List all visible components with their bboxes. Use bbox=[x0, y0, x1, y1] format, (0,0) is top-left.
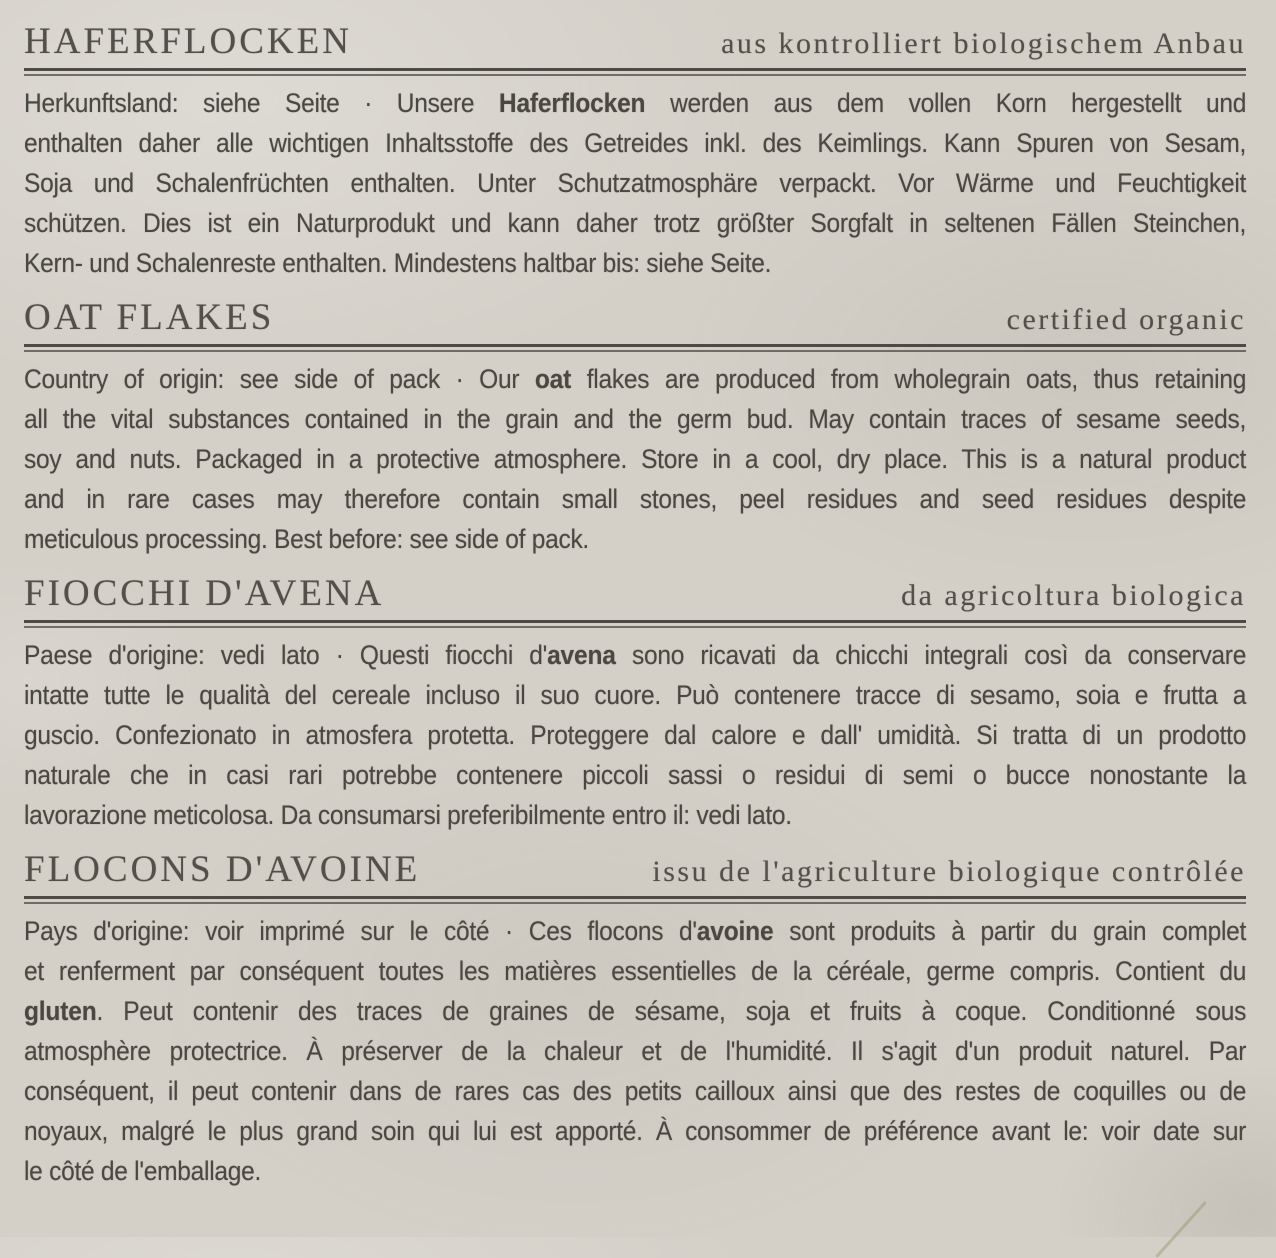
text-segment: naturale che in casi rari potrebbe contenere piccoli sassi o residui di semi o bucce nonostante la bbox=[24, 760, 1247, 790]
text-line bbox=[24, 1031, 1246, 1071]
paragraph-english bbox=[24, 359, 1246, 559]
text-line bbox=[24, 951, 1246, 991]
text-line bbox=[24, 163, 1246, 203]
divider-rule bbox=[24, 344, 1246, 352]
bold-text: avoine bbox=[696, 916, 774, 946]
text-line bbox=[24, 1151, 1246, 1191]
text-segment: guscio. Confezionato in atmosfera protetta. Proteggere dal calore e dall' umidità. Si tratta di un prodotto bbox=[24, 720, 1247, 750]
divider-rule bbox=[24, 896, 1246, 904]
text-segment: and in rare cases may therefore contain small stones, peel residues and seed residues despite bbox=[24, 484, 1247, 514]
paragraph-italian bbox=[24, 635, 1246, 835]
section-tagline-french: issu de l'agriculture biologique contrôlée bbox=[652, 855, 1246, 888]
section-heading-german: HAFERFLOCKEN bbox=[24, 21, 352, 62]
text-segment: atmosphère protectrice. À préserver de la chaleur et de l'humidité. Il s'agit d'un produit naturel. Par bbox=[24, 1036, 1247, 1066]
paragraph-french bbox=[24, 911, 1246, 1191]
text-line bbox=[24, 755, 1246, 795]
paragraph-german bbox=[24, 83, 1246, 283]
paper-scratch-mark bbox=[1155, 1201, 1207, 1258]
text-line bbox=[24, 911, 1246, 951]
text-segment: conséquent, il peut contenir dans de rares cas des petits cailloux ainsi que des restes de coquilles ou de bbox=[24, 1076, 1247, 1106]
heading-row bbox=[24, 20, 1246, 63]
heading-row bbox=[24, 572, 1246, 615]
text-line bbox=[24, 243, 1246, 283]
text-line bbox=[24, 795, 1246, 835]
text-segment: schützen. Dies ist ein Naturprodukt und kann daher trotz größter Sorgfalt in seltenen Fällen Steinchen, bbox=[24, 208, 1247, 238]
text-line bbox=[24, 675, 1246, 715]
text-segment: . Peut contenir des traces de graines de sésame, soja et fruits à coque. Conditionné sous bbox=[96, 996, 1247, 1026]
text-segment: Herkunftsland: siehe Seite · Unsere bbox=[24, 88, 499, 118]
section-tagline-german: aus kontrolliert biologischem Anbau bbox=[721, 27, 1246, 60]
text-segment: sont produits à partir du grain complet bbox=[773, 916, 1247, 946]
heading-row bbox=[24, 296, 1246, 339]
text-line bbox=[24, 203, 1246, 243]
section-tagline-italian: da agricoltura biologica bbox=[901, 579, 1246, 612]
text-segment: werden aus dem vollen Korn hergestellt und bbox=[645, 88, 1247, 118]
text-line bbox=[24, 635, 1246, 675]
text-line bbox=[24, 479, 1246, 519]
section-italian bbox=[24, 572, 1246, 835]
bold-text: Haferflocken bbox=[498, 88, 646, 118]
section-heading-english: OAT FLAKES bbox=[24, 297, 275, 338]
text-line bbox=[24, 439, 1246, 479]
bold-text: gluten bbox=[24, 996, 97, 1026]
text-segment: le côté de l'emballage. bbox=[24, 1156, 262, 1186]
section-english bbox=[24, 296, 1246, 559]
text-segment: intatte tutte le qualità del cereale incluso il suo cuore. Può contenere tracce di sesamo, soia e frutta a bbox=[24, 680, 1247, 710]
text-line bbox=[24, 399, 1246, 439]
text-line bbox=[24, 123, 1246, 163]
section-heading-french: FLOCONS D'AVOINE bbox=[24, 849, 421, 890]
text-segment: et renferment par conséquent toutes les matières essentielles de la céréale, germe compris. Contient du bbox=[24, 956, 1247, 986]
text-line bbox=[24, 715, 1246, 755]
text-line bbox=[24, 519, 1246, 559]
text-segment: all the vital substances contained in the grain and the germ bud. May contain traces of sesame seeds, bbox=[24, 404, 1247, 434]
text-segment: soy and nuts. Packaged in a protective atmosphere. Store in a cool, dry place. This is a natural product bbox=[24, 444, 1247, 474]
text-segment: meticulous processing. Best before: see side of pack. bbox=[24, 524, 589, 554]
section-german bbox=[24, 20, 1246, 283]
text-segment: Country of origin: see side of pack · Our bbox=[24, 364, 535, 394]
section-heading-italian: FIOCCHI D'AVENA bbox=[24, 573, 385, 614]
bold-text: oat bbox=[534, 364, 572, 394]
text-line bbox=[24, 1111, 1246, 1151]
text-segment: Soja und Schalenfrüchten enthalten. Unter Schutzatmosphäre verpackt. Vor Wärme und Feuchtigkeit bbox=[24, 168, 1247, 198]
text-segment: Pays d'origine: voir imprimé sur le côté · Ces flocons d' bbox=[24, 916, 697, 946]
text-line bbox=[24, 991, 1246, 1031]
text-segment: enthalten daher alle wichtigen Inhaltsstoffe des Getreides inkl. des Keimlings. Kann Spuren von Sesam, bbox=[24, 128, 1247, 158]
section-french bbox=[24, 848, 1246, 1191]
divider-rule bbox=[24, 620, 1246, 628]
text-segment: sono ricavati da chicchi integrali così da conservare bbox=[615, 640, 1247, 670]
text-segment: lavorazione meticolosa. Da consumarsi preferibilmente entro il: vedi lato. bbox=[24, 800, 792, 830]
text-line bbox=[24, 1071, 1246, 1111]
text-line bbox=[24, 83, 1246, 123]
divider-rule bbox=[24, 68, 1246, 76]
heading-row bbox=[24, 848, 1246, 891]
text-segment: Paese d'origine: vedi lato · Questi fiocchi d' bbox=[24, 640, 548, 670]
text-segment: flakes are produced from wholegrain oats, thus retaining bbox=[571, 364, 1247, 394]
text-line bbox=[24, 359, 1246, 399]
bold-text: avena bbox=[547, 640, 616, 670]
text-segment: Kern- und Schalenreste enthalten. Mindestens haltbar bis: siehe Seite. bbox=[24, 248, 772, 278]
section-tagline-english: certified organic bbox=[1006, 303, 1246, 336]
text-segment: noyaux, malgré le plus grand soin qui lui est apporté. À consommer de préférence avant le: voir date sur bbox=[24, 1116, 1247, 1146]
